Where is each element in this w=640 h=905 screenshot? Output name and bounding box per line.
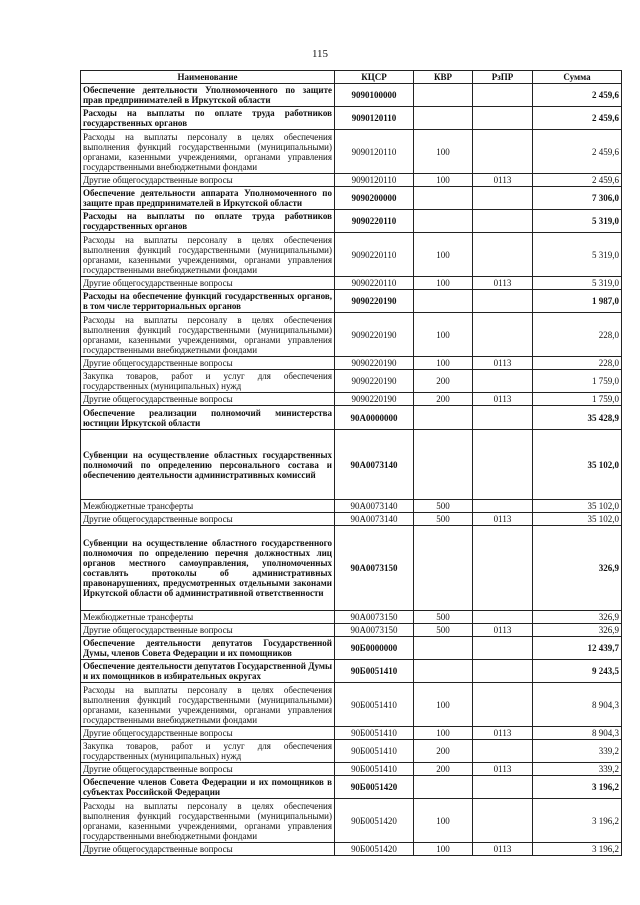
table-row (81, 277, 622, 290)
row-sum: 3 196,2 (533, 843, 622, 856)
row-kcsr: 90Б0000000 (335, 637, 414, 660)
table-row (81, 727, 622, 740)
row-kcsr: 90А0073150 (335, 611, 414, 624)
row-rzpr (473, 187, 533, 210)
row-sum: 228,0 (533, 313, 622, 357)
row-kvr: 100 (414, 313, 473, 357)
table-row (81, 357, 622, 370)
row-kvr: 100 (414, 843, 473, 856)
row-rzpr: 0113 (473, 763, 533, 776)
table-row (81, 740, 622, 763)
row-kvr (414, 637, 473, 660)
row-sum: 2 459,6 (533, 107, 622, 130)
table-row (81, 210, 622, 233)
row-sum: 3 196,2 (533, 799, 622, 843)
table-row (81, 683, 622, 727)
row-kcsr: 90Б0051420 (335, 799, 414, 843)
row-name: Межбюджетные трансферты (81, 500, 335, 513)
row-sum: 7 306,0 (533, 187, 622, 210)
row-rzpr: 0113 (473, 277, 533, 290)
table-row (81, 233, 622, 277)
row-name: Расходы на выплаты по оплате труда работников государственных органов (81, 210, 335, 233)
row-rzpr (473, 370, 533, 393)
header-name: Наименование (81, 71, 335, 84)
row-name: Другие общегосударственные вопросы (81, 393, 335, 406)
row-kcsr: 9090220110 (335, 277, 414, 290)
row-sum: 326,9 (533, 624, 622, 637)
row-kvr: 500 (414, 513, 473, 526)
row-kvr (414, 776, 473, 799)
row-rzpr (473, 776, 533, 799)
row-sum: 2 459,6 (533, 174, 622, 187)
row-kcsr: 9090120110 (335, 107, 414, 130)
table-row (81, 500, 622, 513)
row-name: Другие общегосударственные вопросы (81, 843, 335, 856)
row-rzpr (473, 683, 533, 727)
row-rzpr (473, 526, 533, 611)
table-row (81, 187, 622, 210)
row-sum: 8 904,3 (533, 683, 622, 727)
row-kvr: 500 (414, 624, 473, 637)
row-kvr (414, 290, 473, 313)
row-kcsr: 9090120110 (335, 130, 414, 174)
row-kvr (414, 210, 473, 233)
row-kvr: 100 (414, 277, 473, 290)
table-row (81, 843, 622, 856)
row-name: Обеспечение деятельности Уполномоченного по защите прав предпринимателей в Иркутской области (81, 84, 335, 107)
row-rzpr: 0113 (473, 624, 533, 637)
row-sum: 12 439,7 (533, 637, 622, 660)
row-kcsr: 9090220190 (335, 370, 414, 393)
row-rzpr: 0113 (473, 513, 533, 526)
row-rzpr: 0113 (473, 843, 533, 856)
row-rzpr: 0113 (473, 357, 533, 370)
budget-table (80, 70, 622, 856)
row-kvr: 200 (414, 370, 473, 393)
table-row (81, 611, 622, 624)
row-kvr (414, 107, 473, 130)
table-row (81, 174, 622, 187)
row-kcsr: 9090100000 (335, 84, 414, 107)
row-name: Расходы на обеспечение функций государственных органов, в том числе территориальных органов (81, 290, 335, 313)
table-row (81, 776, 622, 799)
row-kcsr: 90Б0051410 (335, 740, 414, 763)
row-sum: 5 319,0 (533, 210, 622, 233)
row-kvr: 100 (414, 357, 473, 370)
row-kvr: 200 (414, 763, 473, 776)
row-name: Обеспечение реализации полномочий министерства юстиции Иркутской области (81, 406, 335, 430)
row-kcsr: 9090220190 (335, 313, 414, 357)
row-rzpr (473, 233, 533, 277)
row-kcsr: 90А0073150 (335, 624, 414, 637)
row-kcsr: 9090220190 (335, 357, 414, 370)
row-kvr: 100 (414, 130, 473, 174)
row-rzpr (473, 107, 533, 130)
row-name: Межбюджетные трансферты (81, 611, 335, 624)
row-sum: 2 459,6 (533, 84, 622, 107)
row-name: Субвенции на осуществление областного государственного полномочия по определению перечня должностных лиц органов местного самоуправления, уполномоченных составлять протоколы об административных правонарушениях, предусмотренных отдельными законами Иркутской области об административной ответственности (81, 526, 335, 611)
row-name: Обеспечение деятельности депутатов Государственной Думы, членов Совета Федерации и их помощников (81, 637, 335, 660)
row-kcsr: 90Б0051410 (335, 727, 414, 740)
row-sum: 5 319,0 (533, 277, 622, 290)
row-sum: 339,2 (533, 763, 622, 776)
row-kcsr: 90А0000000 (335, 406, 414, 430)
row-name: Другие общегосударственные вопросы (81, 727, 335, 740)
table-row (81, 290, 622, 313)
row-sum: 339,2 (533, 740, 622, 763)
row-kcsr: 90Б0051410 (335, 683, 414, 727)
row-rzpr (473, 130, 533, 174)
row-kcsr: 90Б0051420 (335, 776, 414, 799)
table-row (81, 370, 622, 393)
table-row (81, 107, 622, 130)
row-sum: 1 987,0 (533, 290, 622, 313)
row-kcsr: 90А0073150 (335, 526, 414, 611)
row-rzpr (473, 313, 533, 357)
row-kvr (414, 526, 473, 611)
table-row (81, 763, 622, 776)
row-name: Другие общегосударственные вопросы (81, 624, 335, 637)
row-kvr (414, 660, 473, 683)
table-body (81, 84, 622, 856)
row-sum: 2 459,6 (533, 130, 622, 174)
table-row (81, 526, 622, 611)
row-kvr: 200 (414, 393, 473, 406)
header-rzpr: РзПР (473, 71, 533, 84)
row-sum: 9 243,5 (533, 660, 622, 683)
row-kvr: 100 (414, 727, 473, 740)
row-rzpr (473, 611, 533, 624)
row-rzpr (473, 740, 533, 763)
row-rzpr (473, 430, 533, 500)
row-kvr: 100 (414, 799, 473, 843)
row-kvr: 100 (414, 233, 473, 277)
row-kvr: 100 (414, 683, 473, 727)
table-row (81, 406, 622, 430)
row-name: Субвенции на осуществление областных государственных полномочий по определению персонального состава и обеспечению деятельности административных комиссий (81, 430, 335, 500)
row-kcsr: 9090200000 (335, 187, 414, 210)
row-name: Расходы на выплаты персоналу в целях обеспечения выполнения функций государственными (муниципальными) органами, казенными учреждениями, органами управления государственными внебюджетными фондами (81, 683, 335, 727)
row-name: Другие общегосударственные вопросы (81, 174, 335, 187)
row-kcsr: 90Б0051420 (335, 843, 414, 856)
row-kvr (414, 84, 473, 107)
table-row (81, 637, 622, 660)
row-kvr (414, 187, 473, 210)
table-row (81, 624, 622, 637)
header-kvr: КВР (414, 71, 473, 84)
row-name: Закупка товаров, работ и услуг для обеспечения государственных (муниципальных) нужд (81, 740, 335, 763)
row-sum: 35 428,9 (533, 406, 622, 430)
row-sum: 326,9 (533, 526, 622, 611)
row-kvr: 100 (414, 174, 473, 187)
table-row (81, 430, 622, 500)
row-rzpr (473, 799, 533, 843)
row-sum: 3 196,2 (533, 776, 622, 799)
row-name: Другие общегосударственные вопросы (81, 277, 335, 290)
row-name: Другие общегосударственные вопросы (81, 513, 335, 526)
table-row (81, 130, 622, 174)
row-name: Другие общегосударственные вопросы (81, 357, 335, 370)
row-rzpr (473, 406, 533, 430)
row-kcsr: 9090220110 (335, 233, 414, 277)
row-sum: 35 102,0 (533, 513, 622, 526)
row-sum: 35 102,0 (533, 430, 622, 500)
row-sum: 1 759,0 (533, 370, 622, 393)
row-rzpr (473, 637, 533, 660)
row-rzpr (473, 290, 533, 313)
row-name: Другие общегосударственные вопросы (81, 763, 335, 776)
row-kcsr: 9090120110 (335, 174, 414, 187)
row-name: Закупка товаров, работ и услуг для обеспечения государственных (муниципальных) нужд (81, 370, 335, 393)
table-row (81, 660, 622, 683)
row-sum: 5 319,0 (533, 233, 622, 277)
row-kvr: 500 (414, 611, 473, 624)
row-rzpr (473, 210, 533, 233)
row-name: Расходы на выплаты персоналу в целях обеспечения выполнения функций государственными (муниципальными) органами, казенными учреждениями, органами управления государственными внебюджетными фондами (81, 233, 335, 277)
row-kcsr: 90А0073140 (335, 513, 414, 526)
row-rzpr: 0113 (473, 727, 533, 740)
row-name: Обеспечение членов Совета Федерации и их помощников в субъектах Российской Федерации (81, 776, 335, 799)
row-name: Расходы на выплаты по оплате труда работников государственных органов (81, 107, 335, 130)
row-kcsr: 90А0073140 (335, 500, 414, 513)
row-name: Расходы на выплаты персоналу в целях обеспечения выполнения функций государственными (муниципальными) органами, казенными учреждениями, органами управления государственными внебюджетными фондами (81, 799, 335, 843)
table-row (81, 513, 622, 526)
row-kcsr: 90Б0051410 (335, 660, 414, 683)
row-sum: 1 759,0 (533, 393, 622, 406)
table-row (81, 799, 622, 843)
page-number: 115 (311, 48, 329, 60)
row-sum: 8 904,3 (533, 727, 622, 740)
row-kvr (414, 430, 473, 500)
row-kvr: 200 (414, 740, 473, 763)
row-rzpr (473, 500, 533, 513)
row-kcsr: 9090220190 (335, 290, 414, 313)
row-sum: 326,9 (533, 611, 622, 624)
header-kcsr: КЦСР (335, 71, 414, 84)
row-name: Расходы на выплаты персоналу в целях обеспечения выполнения функций государственными (муниципальными) органами, казенными учреждениями, органами управления государственными внебюджетными фондами (81, 313, 335, 357)
table-header-row (81, 71, 622, 84)
row-kcsr: 90А0073140 (335, 430, 414, 500)
row-name: Обеспечение деятельности аппарата Уполномоченного по защите прав предпринимателей в Иркутской области (81, 187, 335, 210)
row-kvr (414, 406, 473, 430)
row-sum: 228,0 (533, 357, 622, 370)
row-kcsr: 90Б0051410 (335, 763, 414, 776)
row-kcsr: 9090220110 (335, 210, 414, 233)
table-row (81, 313, 622, 357)
row-sum: 35 102,0 (533, 500, 622, 513)
row-rzpr (473, 660, 533, 683)
row-kvr: 500 (414, 500, 473, 513)
row-rzpr (473, 84, 533, 107)
row-rzpr: 0113 (473, 174, 533, 187)
row-name: Обеспечение деятельности депутатов Государственной Думы и их помощников в избирательных округах (81, 660, 335, 683)
row-rzpr: 0113 (473, 393, 533, 406)
table-row (81, 84, 622, 107)
header-sum: Сумма (533, 71, 622, 84)
table-row (81, 393, 622, 406)
row-name: Расходы на выплаты персоналу в целях обеспечения выполнения функций государственными (муниципальными) органами, казенными учреждениями, органами управления государственными внебюджетными фондами (81, 130, 335, 174)
row-kcsr: 9090220190 (335, 393, 414, 406)
